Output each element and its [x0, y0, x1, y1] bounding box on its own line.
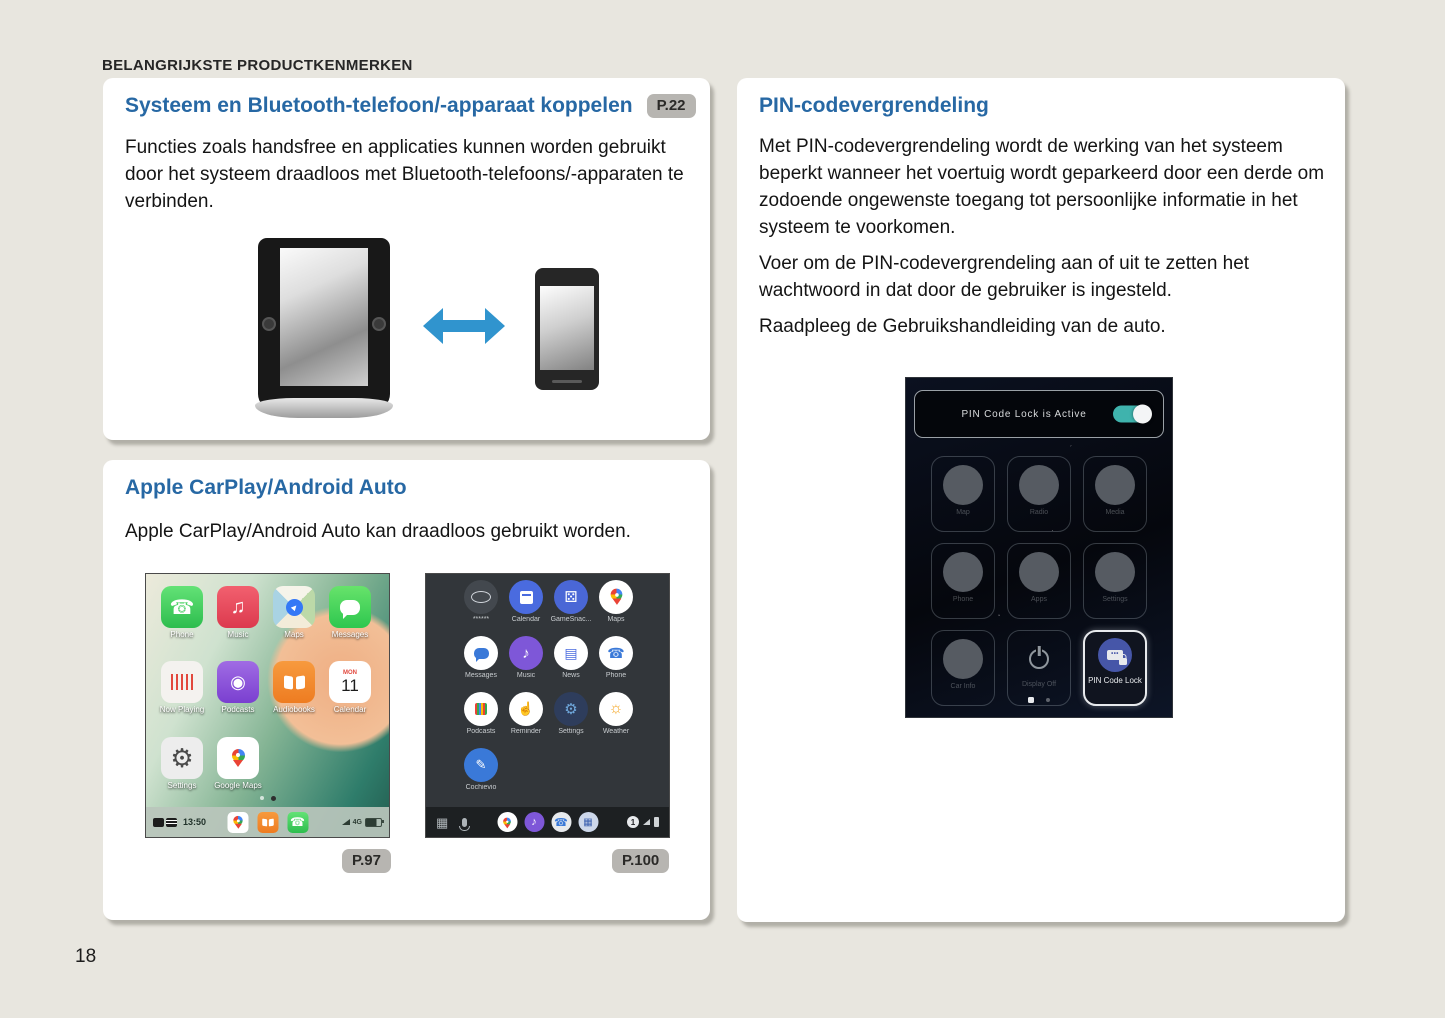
card-carplay-androidauto	[103, 460, 710, 920]
page-header: BELANGRIJKSTE PRODUCTKENMERKEN	[102, 57, 413, 74]
androidauto-app-maps	[592, 580, 640, 623]
head-unit-knob-right	[372, 317, 386, 331]
tile-display-off	[1007, 630, 1071, 706]
google-maps-pin-icon	[599, 580, 633, 614]
dimmed-app-icon	[943, 639, 983, 679]
app-label: Phone	[170, 630, 194, 639]
music-note-icon: ♪	[509, 636, 543, 670]
tile-label: Map	[956, 509, 970, 516]
bluetooth-card-title: Systeem en Bluetooth-telefoon/-apparaat koppelen	[125, 94, 633, 117]
status-icons	[627, 816, 659, 828]
google-maps-pin-icon	[217, 737, 259, 779]
dimmed-app-icon	[943, 465, 983, 505]
androidauto-app-compose	[457, 748, 505, 791]
head-unit-base	[255, 398, 393, 418]
carplay-app-music	[212, 586, 264, 639]
carplay-screenshot	[145, 573, 390, 838]
dimmed-app-icon	[1019, 465, 1059, 505]
carplay-app-messages	[324, 586, 376, 639]
app-label: News	[562, 672, 580, 679]
calendar-icon	[509, 580, 543, 614]
app-label: Google Maps	[214, 781, 262, 790]
carplay-status-bar	[146, 807, 389, 837]
google-maps-pin-icon	[227, 812, 248, 833]
androidauto-app-settings	[547, 692, 595, 735]
carplay-app-audiobooks	[268, 661, 320, 714]
card-title-row	[125, 476, 688, 500]
game-die-icon: ⚄	[554, 580, 588, 614]
reminder-hand-icon: ☝	[509, 692, 543, 726]
app-switcher-icon	[153, 818, 164, 827]
tile-label: Radio	[1029, 509, 1049, 516]
tile-label: Settings	[1102, 596, 1128, 603]
app-label: Maps	[607, 616, 625, 623]
dimmed-app-icon	[943, 552, 983, 592]
app-label: Settings	[167, 781, 197, 790]
androidauto-app-news	[547, 636, 595, 679]
pin-card-body	[759, 134, 1325, 350]
app-label: Podcasts	[466, 728, 496, 735]
locked-tile-media	[1083, 456, 1147, 532]
dimmed-app-icon	[1095, 552, 1135, 592]
tile-label: Phone	[952, 596, 974, 603]
bluetooth-card-body: Functies zoals handsfree en applicaties kunnen worden gebruikt door het systeem draadloos met Bluetooth-telefoons/-apparaten te verbinden.	[125, 137, 684, 213]
tile-label: Car Info	[950, 683, 976, 690]
page-ref-badge-p97[interactable]: P.97	[342, 849, 391, 873]
maps-icon: ▲	[273, 586, 315, 628]
androidauto-app-music	[502, 636, 550, 679]
google-maps-pin-icon	[497, 812, 517, 832]
audiobooks-icon	[257, 812, 278, 833]
app-label: Podcasts	[221, 705, 255, 714]
locked-tile-settings	[1083, 543, 1147, 619]
locked-tile-radio	[1007, 456, 1071, 532]
bluetooth-pairing-illustration	[103, 78, 710, 440]
app-label: Settings	[558, 728, 584, 735]
pin-lock-icon: •••	[1098, 638, 1132, 672]
paragraph: Raadpleeg de Gebruikshandleiding van de auto.	[759, 315, 1166, 337]
now-playing-icon	[161, 661, 203, 703]
music-note-icon: ♪	[524, 812, 544, 832]
card-bluetooth-pairing	[103, 78, 710, 440]
page-number: 18	[75, 946, 97, 967]
battery-icon	[654, 817, 659, 827]
app-label: Messages	[331, 630, 369, 639]
carplay-app-maps	[268, 586, 320, 639]
phone-icon: ☎	[161, 586, 203, 628]
androidauto-app-messages	[457, 636, 505, 679]
page-ref-badge-p22[interactable]: P.22	[647, 94, 696, 118]
app-label: Calendar	[333, 705, 367, 714]
microphone-icon	[462, 818, 467, 827]
carplay-card-body: Apple CarPlay/Android Auto kan draadloos gebruikt worden.	[125, 521, 631, 542]
news-icon: ▤	[554, 636, 588, 670]
locked-tile-map	[931, 456, 995, 532]
clock-text: 13:50	[183, 817, 207, 827]
toggle-on-icon	[1113, 406, 1151, 423]
pin-lock-banner	[914, 390, 1164, 438]
app-label: Reminder	[510, 728, 542, 735]
page-indicator-dots	[146, 796, 389, 801]
paragraph: Met PIN-codevergrendeling wordt de werking van het systeem beperkt wanneer het voertuig wordt geparkeerd door een derde om zodoende ongewenste toegang tot persoonlijke informatie in het systeem te voorkomen.	[759, 136, 1325, 238]
head-unit-screen	[280, 248, 368, 386]
page-ref-badge-p100[interactable]: P.100	[612, 849, 669, 873]
messages-icon	[329, 586, 371, 628]
page-indicator-dots	[906, 697, 1172, 703]
signal-icon	[643, 819, 650, 825]
app-label: Phone	[605, 672, 627, 679]
settings-gear-icon: ⚙	[554, 692, 588, 726]
androidauto-bottom-bar	[426, 807, 669, 837]
status-icons	[342, 818, 382, 827]
car-head-unit-image	[258, 238, 390, 410]
app-label: Now Playing	[159, 705, 205, 714]
app-label: Cochievio	[465, 784, 497, 791]
app-label: Audiobooks	[273, 705, 315, 714]
card-pin-code-lock	[737, 78, 1345, 922]
calendar-icon: MON 11	[329, 661, 371, 703]
weather-sun-icon: ☼	[599, 692, 633, 726]
androidauto-dock	[497, 812, 598, 832]
power-icon	[1029, 649, 1049, 669]
tile-label: Apps	[1031, 596, 1047, 603]
androidauto-app-reminder	[502, 692, 550, 735]
head-unit-knob-left	[262, 317, 276, 331]
podcasts-icon: ◉	[217, 661, 259, 703]
notification-count-badge: 1	[627, 816, 639, 828]
androidauto-app-gamesnacks	[547, 580, 595, 623]
card-title-row	[759, 94, 1323, 118]
phone-icon: ☎	[599, 636, 633, 670]
app-label: Music	[227, 630, 249, 639]
carplay-card-title: Apple CarPlay/Android Auto	[125, 476, 407, 499]
app-label: Music	[516, 672, 536, 679]
paragraph: Voer om de PIN-codevergrendeling aan of uit te zetten het wachtwoord in dat door de gebruiker is ingesteld.	[759, 252, 1250, 301]
locked-tile-car-info	[931, 630, 995, 706]
battery-icon	[365, 818, 382, 827]
androidauto-app-brand	[457, 580, 505, 623]
signal-icon	[342, 819, 350, 825]
carplay-app-podcasts	[212, 661, 264, 714]
pencil-icon: ✎	[464, 748, 498, 782]
list-icon	[166, 818, 177, 827]
tile-label: PIN Code Lock	[1088, 676, 1142, 685]
androidauto-app-weather	[592, 692, 640, 735]
carplay-dock	[227, 812, 308, 833]
androidauto-app-phone	[592, 636, 640, 679]
messages-icon	[464, 636, 498, 670]
apps-icon: ▦	[578, 812, 598, 832]
tile-label: Display Off	[1021, 681, 1057, 688]
dimmed-app-icon	[1095, 465, 1135, 505]
pin-card-title: PIN-codevergrendeling	[759, 94, 989, 117]
settings-gear-icon: ⚙	[161, 737, 203, 779]
carplay-app-now-playing	[156, 661, 208, 714]
locked-tile-phone	[931, 543, 995, 619]
double-arrow-icon	[423, 308, 505, 344]
network-text: 4G	[352, 818, 362, 826]
androidauto-app-calendar	[502, 580, 550, 623]
app-label: Maps	[284, 630, 304, 639]
audiobooks-icon	[273, 661, 315, 703]
app-label: Calendar	[511, 616, 541, 623]
app-label: GameSnac...	[550, 616, 592, 623]
smartphone-speaker	[552, 380, 582, 383]
carplay-app-phone	[156, 586, 208, 639]
tile-pin-code-lock	[1083, 630, 1147, 706]
pin-lock-banner-text: PIN Code Lock is Active	[961, 408, 1087, 420]
app-grid-icon: ▦	[436, 814, 449, 830]
tile-label: Media	[1105, 509, 1125, 516]
app-label: ******	[472, 616, 490, 623]
phone-icon: ☎	[287, 812, 308, 833]
phone-icon: ☎	[551, 812, 571, 832]
locked-tile-apps	[1007, 543, 1071, 619]
carplay-app-google-maps	[212, 737, 264, 790]
dimmed-app-icon	[1019, 552, 1059, 592]
car-brand-logo-icon	[464, 580, 498, 614]
smartphone-screen	[540, 286, 594, 370]
carplay-app-settings	[156, 737, 208, 790]
pin-lock-screenshot	[905, 377, 1173, 718]
app-label: Messages	[465, 672, 497, 679]
androidauto-screenshot	[425, 573, 670, 838]
podcasts-icon	[464, 692, 498, 726]
app-label: Weather	[602, 728, 630, 735]
androidauto-app-podcasts	[457, 692, 505, 735]
music-icon: ♫	[217, 586, 259, 628]
carplay-app-calendar	[324, 661, 376, 714]
smartphone-image	[535, 268, 599, 390]
